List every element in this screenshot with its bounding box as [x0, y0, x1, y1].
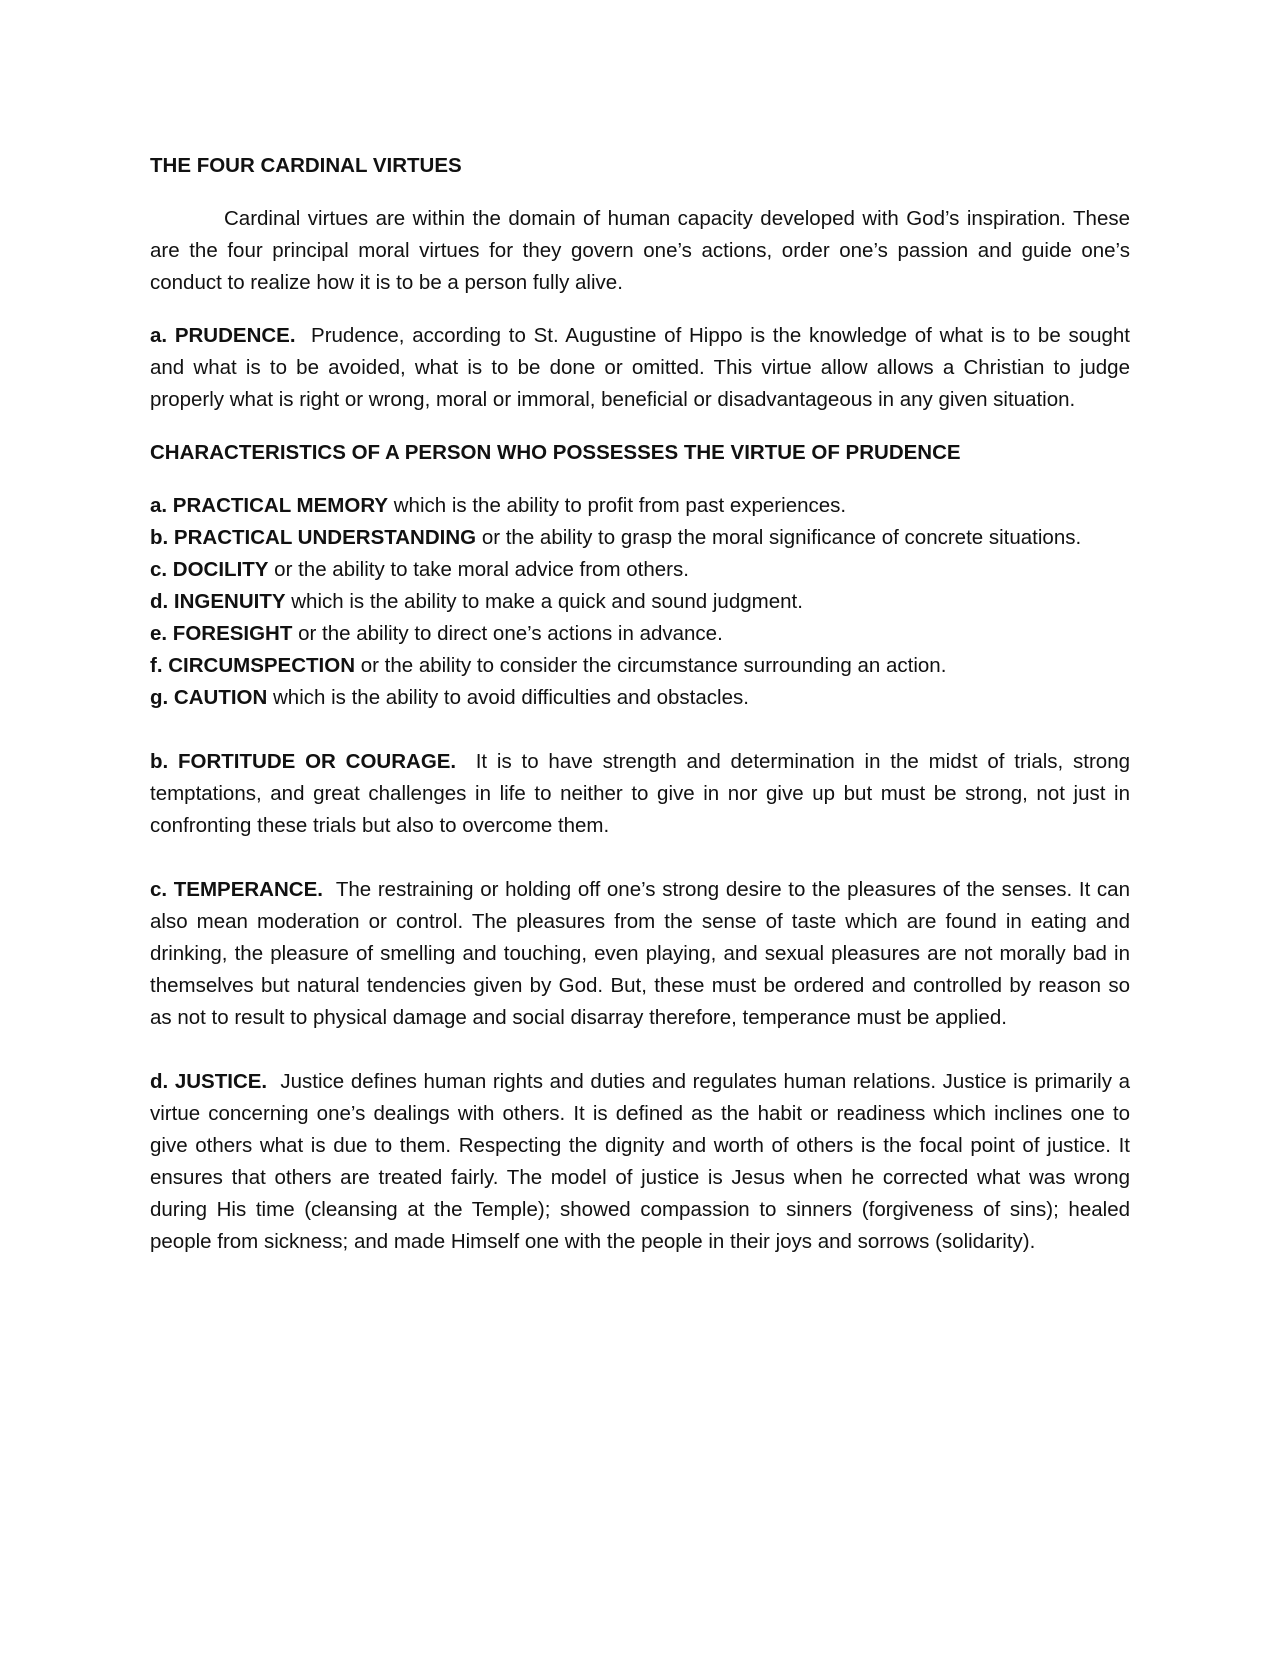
list-item [150, 586, 1130, 618]
fortitude-label: b. FORTITUDE OR COURAGE. [150, 750, 457, 773]
intro-paragraph: Cardinal virtues are within the domain of human capacity developed with God’s inspiration. These are the four principal moral virtues for they govern one’s actions, order one’s passion and guide one’s conduct to realize how it is to be a person fully alive. [150, 207, 1130, 294]
list-item [150, 554, 1130, 586]
characteristic-text: or the ability to take moral advice from others. [274, 558, 689, 581]
characteristic-label: b. PRACTICAL UNDERSTANDING [150, 526, 477, 549]
characteristic-text: or the ability to direct one’s actions in advance. [298, 622, 723, 645]
characteristic-label: c. DOCILITY [150, 558, 269, 581]
list-item [150, 682, 1130, 714]
characteristic-text: which is the ability to profit from past experiences. [393, 494, 847, 517]
fortitude-text: It is to have strength and determination in the midst of trials, strong temptations, and great challenges in life to neither to give in nor give up but must be strong, not just in confronting these trials but also to overcome them. [150, 750, 1130, 837]
characteristic-label: g. CAUTION [150, 686, 268, 709]
document-title: THE FOUR CARDINAL VIRTUES [150, 154, 462, 177]
prudence-paragraph [150, 320, 1130, 416]
list-item [150, 618, 1130, 650]
justice-paragraph [150, 1066, 1130, 1258]
characteristic-label: e. FORESIGHT [150, 622, 293, 645]
characteristic-text: or the ability to grasp the moral significance of concrete situations. [481, 526, 1082, 549]
justice-text: Justice defines human rights and duties and regulates human relations. Justice is primarily a virtue concerning one’s dealings with others. It is defined as the habit or readiness which inclines one to give others what is due to them. Respecting the dignity and worth of others is the focal point of justice. It ensures that others are treated fairly. The model of justice is Jesus when he corrected what was wrong during His time (cleansing at the Temple); showed compassion to sinners (forgiveness of sins); healed people from sickness; and made Himself one with the people in their joys and sorrows (solidarity). [150, 1070, 1130, 1253]
characteristic-text: which is the ability to make a quick and sound judgment. [291, 590, 803, 613]
characteristic-text: which is the ability to avoid difficulties and obstacles. [273, 686, 749, 709]
document-page [150, 150, 1130, 1279]
list-item [150, 490, 1130, 522]
characteristics-list [150, 490, 1130, 714]
characteristic-label: d. INGENUITY [150, 590, 286, 613]
temperance-paragraph [150, 874, 1130, 1034]
prudence-label: a. PRUDENCE. [150, 324, 296, 347]
fortitude-paragraph [150, 746, 1130, 842]
characteristic-label: f. CIRCUMSPECTION [150, 654, 355, 677]
list-item [150, 650, 1130, 682]
prudence-text: Prudence, according to St. Augustine of Hippo is the knowledge of what is to be sought and what is to be avoided, what is to be done or omitted. This virtue allow allows a Christian to judge properly what is right or wrong, moral or immoral, beneficial or disadvantageous in any given situation. [150, 324, 1131, 411]
characteristics-heading: CHARACTERISTICS OF A PERSON WHO POSSESSES THE VIRTUE OF PRUDENCE [150, 441, 961, 464]
characteristic-label: a. PRACTICAL MEMORY [150, 494, 389, 517]
temperance-text: The restraining or holding off one’s strong desire to the pleasures of the senses. It can also mean moderation or control. The pleasures from the sense of taste which are found in eating and drinking, the pleasure of smelling and touching, even playing, and sexual pleasures are not morally bad in themselves but natural tendencies given by God. But, these must be ordered and controlled by reason so as not to result to physical damage and social disarray therefore, temperance must be applied. [150, 878, 1130, 1029]
justice-label: d. JUSTICE. [150, 1070, 268, 1093]
temperance-label: c. TEMPERANCE. [150, 878, 323, 901]
characteristic-text: or the ability to consider the circumstance surrounding an action. [360, 654, 947, 677]
list-item [150, 522, 1130, 554]
